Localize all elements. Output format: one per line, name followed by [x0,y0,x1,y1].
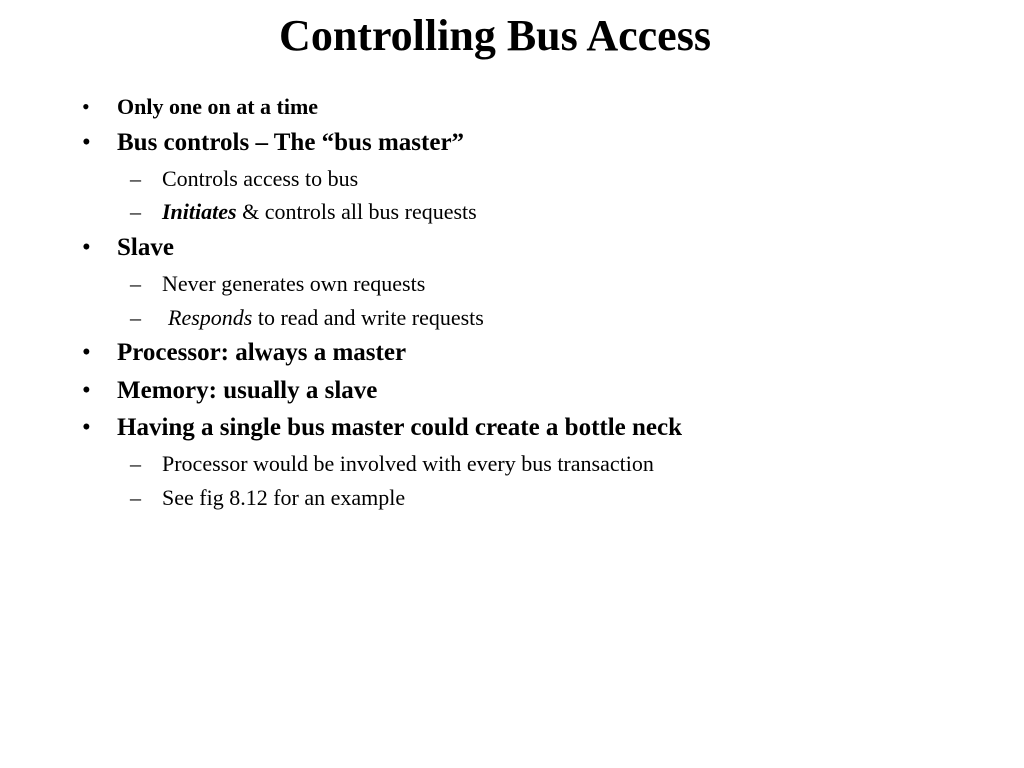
bullet-text: Memory: usually a slave [117,377,378,404]
sub-item-text: to read and write requests [252,305,484,330]
bullet-text: Only one on at a time [117,94,319,119]
bullet-marker: • [82,339,91,366]
sub-item-line [162,199,477,225]
bullet-text: Bus controls – The “bus master” [117,129,465,156]
sub-item-text: & controls all bus requests [236,199,477,224]
bullet-marker: • [82,234,91,261]
emphasis-text: Responds [168,305,253,330]
dash-marker: – [130,485,141,510]
bullet-marker: • [82,414,91,441]
dash-marker: – [130,199,141,224]
bullet-text: Processor: always a master [117,339,407,366]
sub-item-text: See fig 8.12 for an example [162,485,406,510]
bullet-marker: • [82,377,91,404]
bullet-marker: • [82,129,91,156]
sub-item-text: Processor would be involved with every bus transaction [162,451,654,476]
bullet-text: Having a single bus master could create a bottle neck [117,414,683,441]
bullet-marker: • [82,94,90,119]
dash-marker: – [130,305,141,330]
dash-marker: – [130,271,141,296]
sub-item-text: Never generates own requests [162,271,426,296]
sub-item-text: Controls access to bus [162,166,359,191]
dash-marker: – [130,166,141,191]
slide-title: Controlling Bus Access [279,11,711,60]
bullet-text: Slave [117,234,174,261]
sub-item-line [168,305,484,331]
emphasis-text: Initiates [162,199,237,224]
dash-marker: – [130,451,141,476]
